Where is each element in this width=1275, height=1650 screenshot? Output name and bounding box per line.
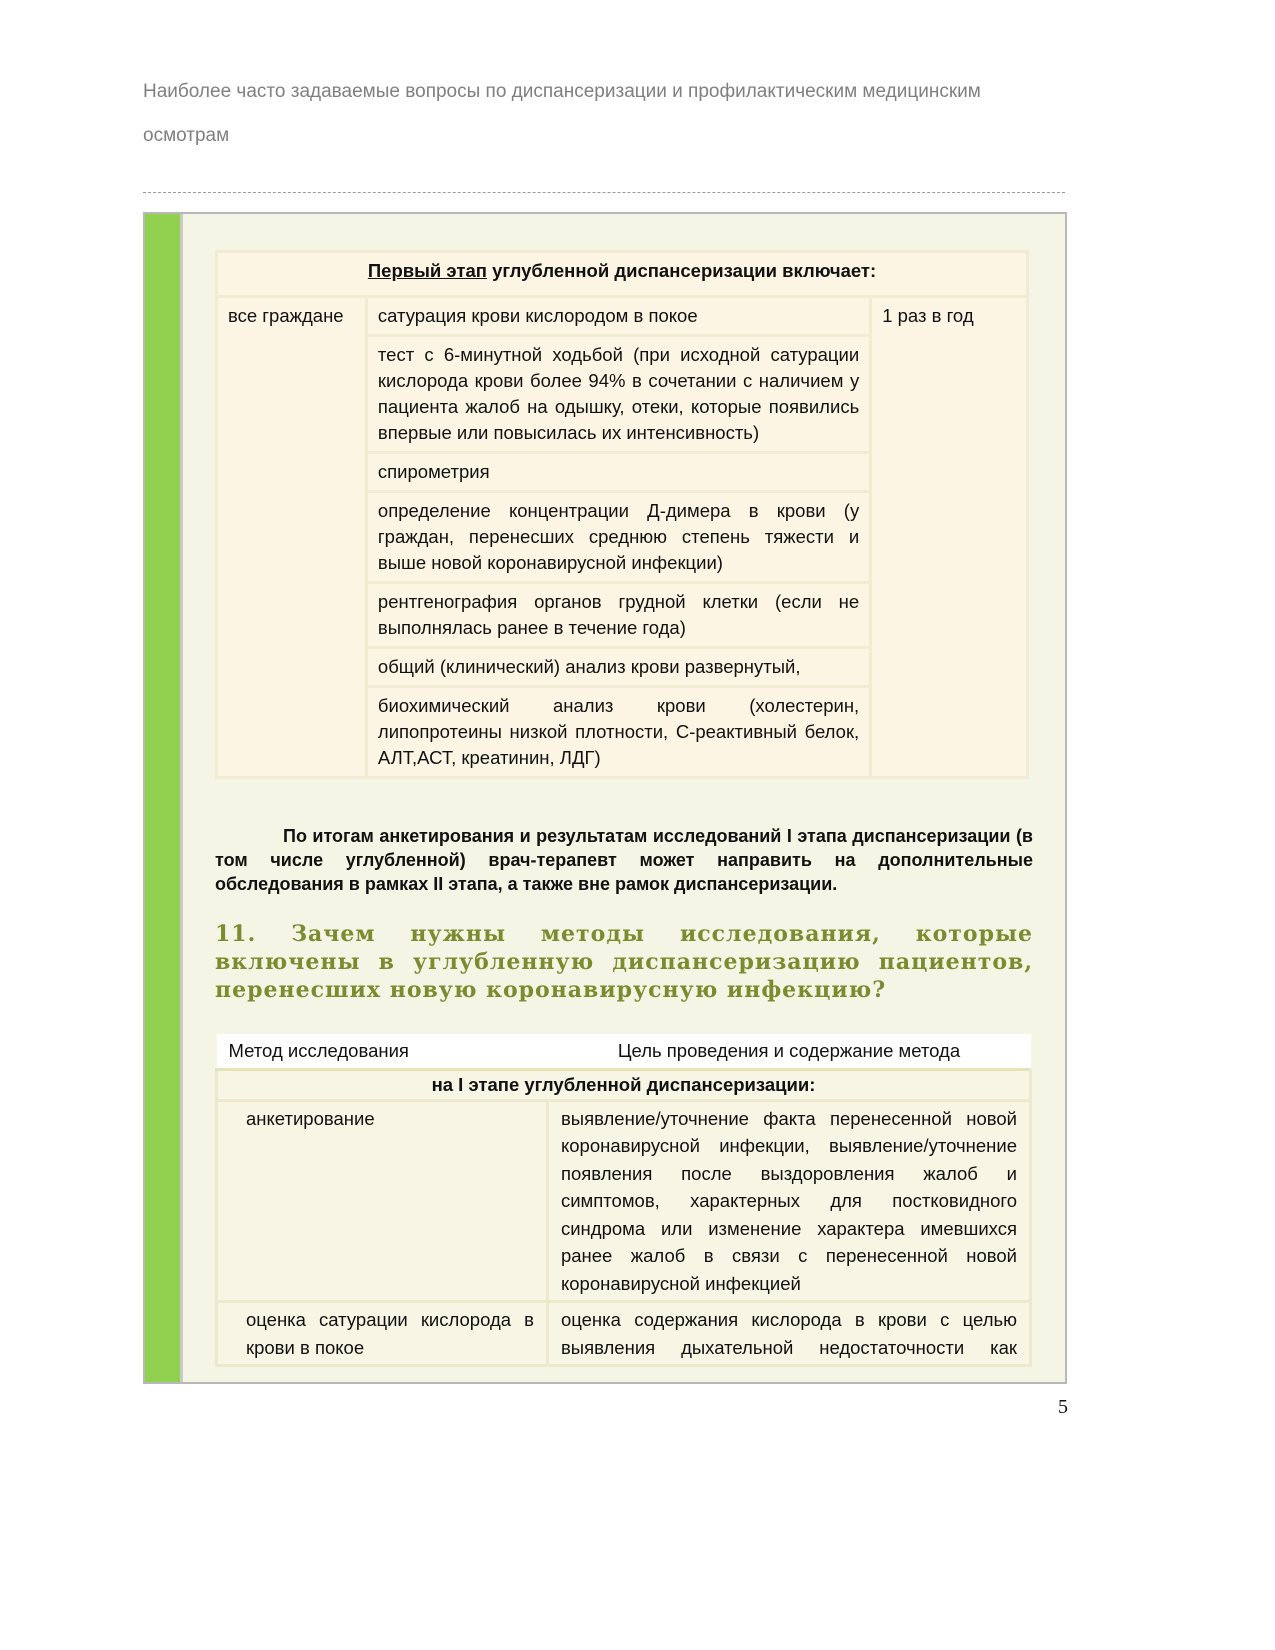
method-cell: оценка сатурации кислорода в крови в покое <box>217 1302 548 1366</box>
accent-bar <box>145 214 183 1382</box>
table-cell: сатурация крови кислородом в покое <box>366 297 870 336</box>
first-stage-table <box>215 250 1029 779</box>
table-row <box>217 1302 1031 1366</box>
running-header: Наиболее часто задаваемые вопросы по диспансеризации и профилактическим медицинским осмотрам <box>143 81 981 146</box>
table-subheader: на I этапе углубленной диспансеризации: <box>217 1069 1031 1100</box>
header-divider <box>143 192 1065 193</box>
frequency-cell: 1 раз в год <box>871 297 1028 778</box>
content-frame <box>143 212 1067 1384</box>
table-cell: определение концентрации Д-димера в крови (у граждан, перенесших среднюю степень тяжести и выше новой коронавирусной инфекции) <box>366 492 870 583</box>
group-cell: все граждане <box>217 297 367 778</box>
paragraph: По итогам анкетирования и результатам исследований I этапа диспансеризации (в том числе углубленной) врач-терапевт может направить на дополнительные обследования в рамках II этапа, а также вне рамок диспансеризации. <box>215 826 1033 894</box>
methods-table <box>215 1034 1032 1367</box>
method-cell: анкетирование <box>217 1100 548 1302</box>
table-cell: рентгенография органов грудной клетки (если не выполнялась ранее в течение года) <box>366 583 870 648</box>
column-header: Метод исследования <box>217 1034 548 1069</box>
table-cell: биохимический анализ крови (холестерин, липопротеины низкой плотности, С-реактивный белок, АЛТ,АСТ, креатинин, ЛДГ) <box>366 687 870 778</box>
table-cell: общий (клинический) анализ крови развернутый, <box>366 648 870 687</box>
table-cell: спирометрия <box>366 453 870 492</box>
table-title: Первый этап углубленной диспансеризации включает: <box>217 252 1028 297</box>
table-row <box>217 1100 1031 1302</box>
table-cell: тест с 6-минутной ходьбой (при исходной сатурации кислорода крови более 94% в сочетании с наличием у пациента жалоб на одышку, отеки, которые появились впервые или повысилась их интенсивность) <box>366 336 870 453</box>
purpose-cell: оценка содержания кислорода в крови с целью выявления дыхательной недостаточности как <box>547 1302 1030 1366</box>
question-heading: 11. Зачем нужны методы исследования, которые включены в углубленную диспансеризацию пациентов, перенесших новую коронавирусную инфекцию? <box>215 921 1033 1003</box>
purpose-cell: выявление/уточнение факта перенесенной новой коронавирусной инфекции, выявление/уточнение появления после выздоровления жалоб и симптомов, характерных для постковидного синдрома или изменение характера имевшихся ранее жалоб в связи с перенесенной новой коронавирусной инфекцией <box>547 1100 1030 1302</box>
column-header: Цель проведения и содержание метода <box>547 1034 1030 1069</box>
page-number: 5 <box>1058 1396 1068 1418</box>
